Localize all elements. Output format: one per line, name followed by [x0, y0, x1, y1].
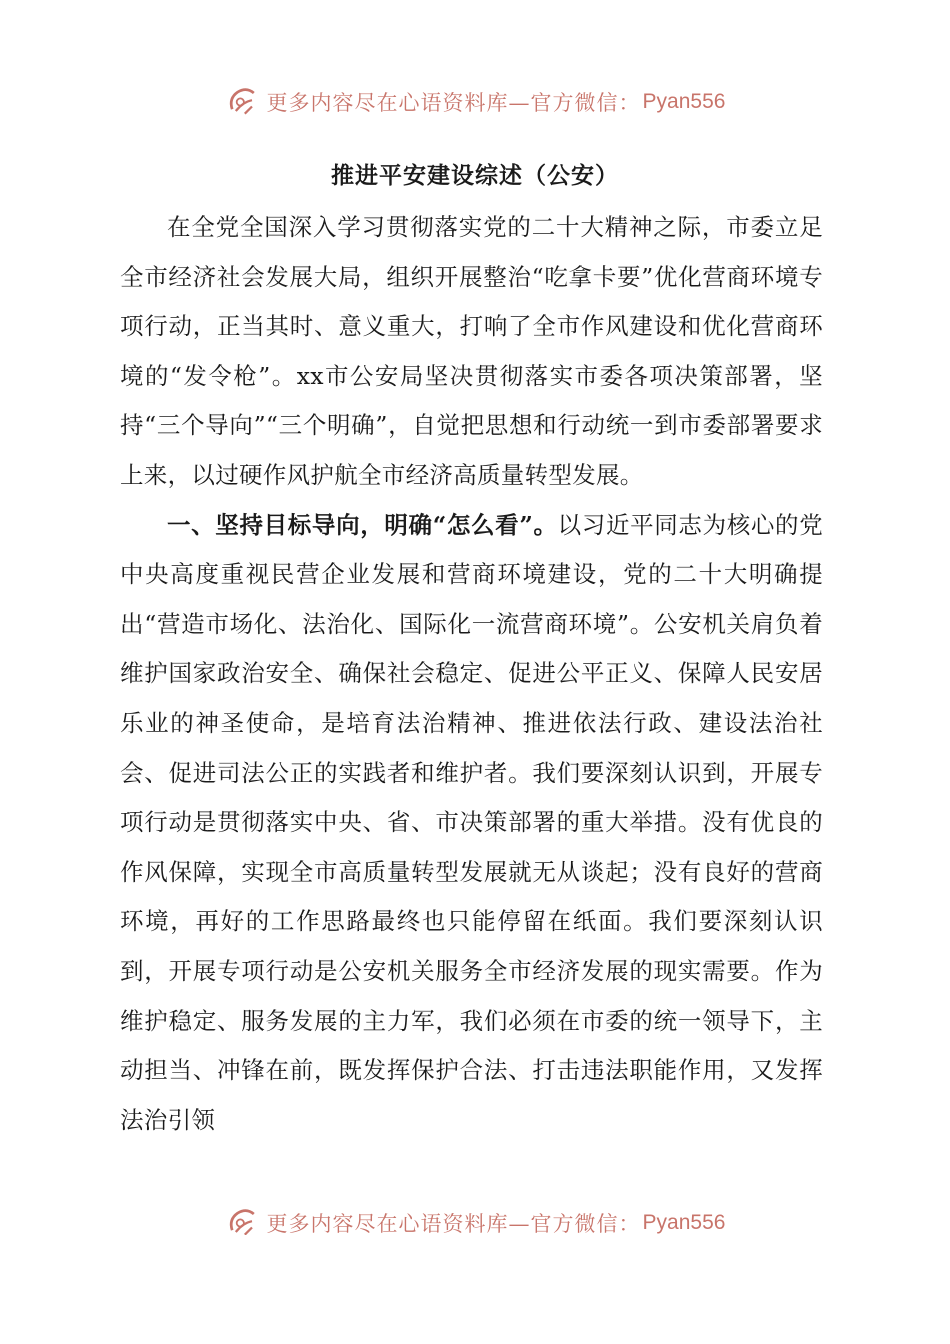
document-body	[120, 203, 823, 1145]
footer-watermark	[0, 1203, 950, 1235]
section-one-heading: 一、坚持目标导向，明确“怎么看”。	[167, 510, 558, 539]
intro-paragraph: 在全党全国深入学习贯彻落实党的二十大精神之际，市委立足全市经济社会发展大局，组织开展整治“吃拿卡要”优化营商环境专项行动，正当其时、意义重大，打响了全市作风建设和优化营商环境的“发令枪”。xx市公安局坚决贯彻落实市委各项决策部署，坚持“三个导向”“三个明确”，自觉把思想和行动统一到市委部署要求上来，以过硬作风护航全市经济高质量转型发展。	[120, 213, 823, 489]
watermark-label: 更多内容尽在心语资料库—官方微信：	[266, 91, 641, 115]
footer-watermark-label: 更多内容尽在心语资料库—官方微信：	[266, 1212, 641, 1235]
logo-icon	[225, 84, 261, 120]
document-title: 推进平安建设综述（公安）	[331, 162, 619, 189]
header-watermark	[0, 82, 950, 122]
section-one-paragraph	[120, 501, 823, 1146]
watermark-wechat-id: Pyan556	[642, 90, 726, 113]
footer-watermark-wechat-id: Pyan556	[642, 1211, 726, 1234]
section-one-text: 以习近平同志为核心的党中央高度重视民营企业发展和营商环境建设，党的二十大明确提出“营造市场化、法治化、国际化一流营商环境”。公安机关肩负着维护国家政治安全、确保社会稳定、促进公平正义、保障人民安居乐业的神圣使命，是培育法治精神、推进依法行政、建设法治社会、促进司法公正的实践者和维护者。我们要深刻认识到，开展专项行动是贯彻落实中央、省、市决策部署的重大举措。没有优良的作风保障，实现全市高质量转型发展就无从谈起；没有良好的营商环境，再好的工作思路最终也只能停留在纸面。我们要深刻认识到，开展专项行动是公安机关服务全市经济发展的现实需要。作为维护稳定、服务发展的主力军，我们必须在市委的统一领导下，主动担当、冲锋在前，既发挥保护合法、打击违法职能作用，又发挥法治引领	[120, 510, 823, 1134]
logo-icon	[225, 1205, 261, 1235]
